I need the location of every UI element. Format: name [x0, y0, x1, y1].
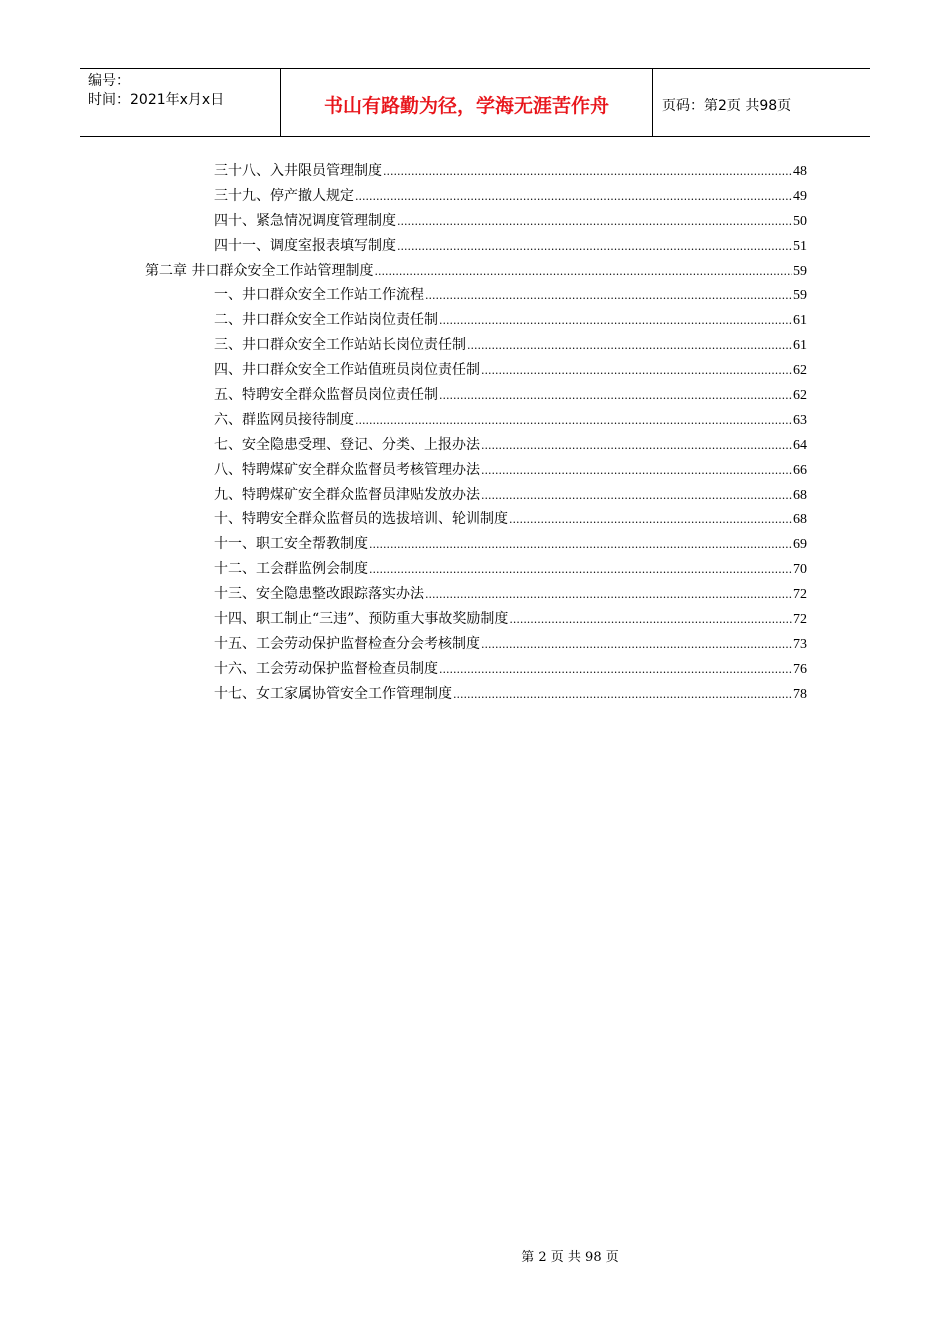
- toc-entry-page-number: 76: [793, 661, 807, 677]
- document-time-label: 时间：2021年x月x日: [88, 92, 225, 108]
- toc-entry-page-number: 49: [793, 188, 807, 204]
- toc-entry-page-number: 68: [793, 487, 807, 503]
- toc-entry-title: 十五、工会劳动保护监督检查分会考核制度: [214, 635, 480, 652]
- toc-entry-title: 六、群监网员接待制度: [214, 411, 354, 428]
- toc-entry[interactable]: [145, 607, 807, 632]
- toc-entry[interactable]: [145, 657, 807, 682]
- toc-entry-title: 七、安全隐患受理、登记、分类、上报办法: [214, 436, 480, 453]
- toc-entry-page-number: 70: [793, 562, 807, 578]
- toc-entry[interactable]: [145, 159, 807, 184]
- toc-dot-leader: [369, 533, 792, 558]
- toc-dot-leader: [481, 359, 792, 384]
- header-meta-cell: [80, 69, 281, 136]
- toc-dot-leader: [397, 210, 792, 235]
- toc-entry-page-number: 68: [793, 512, 807, 528]
- toc-entry-page-number: 72: [793, 612, 807, 628]
- toc-dot-leader: [481, 459, 792, 484]
- toc-entry[interactable]: [145, 383, 807, 408]
- toc-entry[interactable]: [145, 458, 807, 483]
- toc-dot-leader: [481, 434, 792, 459]
- toc-entry-page-number: 73: [793, 636, 807, 652]
- toc-entry-title: 四十、紧急情况调度管理制度: [214, 212, 396, 229]
- toc-entry[interactable]: [145, 358, 807, 383]
- toc-entry-page-number: 62: [793, 363, 807, 379]
- toc-entry-page-number: 64: [793, 437, 807, 453]
- toc-entry[interactable]: [145, 184, 807, 209]
- toc-dot-leader: [439, 309, 792, 334]
- toc-entry-title: 三、井口群众安全工作站站长岗位责任制: [214, 337, 466, 354]
- toc-dot-leader: [425, 284, 792, 309]
- toc-entry[interactable]: [145, 283, 807, 308]
- toc-entry-page-number: 50: [793, 213, 807, 229]
- toc-entry-page-number: 72: [793, 587, 807, 603]
- toc-entry-title: 八、特聘煤矿安全群众监督员考核管理办法: [214, 461, 480, 478]
- toc-dot-leader: [425, 583, 792, 608]
- toc-entry[interactable]: [145, 582, 807, 607]
- toc-entry-title: 四十一、调度室报表填写制度: [214, 237, 396, 254]
- toc-entry-title: 十、特聘安全群众监督员的选拔培训、轮训制度: [214, 511, 508, 528]
- toc-entry-page-number: 62: [793, 388, 807, 404]
- toc-entry[interactable]: [145, 532, 807, 557]
- toc-dot-leader: [439, 384, 792, 409]
- toc-entry[interactable]: [145, 433, 807, 458]
- toc-entry[interactable]: [145, 557, 807, 582]
- table-of-contents: [145, 159, 807, 707]
- toc-entry[interactable]: [145, 308, 807, 333]
- toc-entry-title: 四、井口群众安全工作站值班员岗位责任制: [214, 362, 480, 379]
- toc-entry[interactable]: [145, 234, 807, 259]
- toc-entry-page-number: 61: [793, 338, 807, 354]
- page-header: [80, 68, 870, 137]
- toc-entry-title: 五、特聘安全群众监督员岗位责任制: [214, 387, 438, 404]
- toc-entry-page-number: 66: [793, 462, 807, 478]
- toc-dot-leader: [453, 683, 792, 708]
- toc-entry-title: 二、井口群众安全工作站岗位责任制: [214, 312, 438, 329]
- toc-entry-title: 九、特聘煤矿安全群众监督员津贴发放办法: [214, 486, 480, 503]
- toc-entry-page-number: 69: [793, 537, 807, 553]
- toc-entry[interactable]: [145, 333, 807, 358]
- document-number-label: 编号：: [88, 73, 130, 89]
- header-motto: 书山有路勤为径，学海无涯苦作舟: [281, 69, 653, 136]
- toc-entry-title: 十四、职工制止“三违”、预防重大事故奖励制度: [214, 611, 509, 628]
- toc-dot-leader: [383, 160, 792, 185]
- toc-dot-leader: [467, 334, 792, 359]
- toc-entry-page-number: 61: [793, 313, 807, 329]
- page-footer: 第 2 页 共 98 页: [521, 1250, 619, 1265]
- toc-dot-leader: [397, 235, 792, 260]
- toc-entry-page-number: 78: [793, 686, 807, 702]
- toc-entry-title: 第二章 井口群众安全工作站管理制度: [145, 262, 374, 279]
- toc-dot-leader: [509, 608, 792, 633]
- toc-entry-title: 一、井口群众安全工作站工作流程: [214, 287, 424, 304]
- toc-entry-page-number: 63: [793, 412, 807, 428]
- toc-entry-title: 十二、工会群监例会制度: [214, 561, 368, 578]
- toc-entry-page-number: 48: [793, 164, 807, 179]
- toc-entry-title: 三十九、停产撤人规定: [214, 187, 354, 204]
- toc-dot-leader: [369, 558, 792, 583]
- toc-entry-page-number: 59: [793, 263, 807, 279]
- toc-entry[interactable]: [145, 682, 807, 707]
- toc-entry[interactable]: [145, 483, 807, 508]
- toc-dot-leader: [439, 658, 792, 683]
- toc-entry[interactable]: [145, 259, 807, 284]
- toc-dot-leader: [481, 633, 792, 658]
- toc-entry[interactable]: [145, 209, 807, 234]
- toc-entry-title: 十三、安全隐患整改跟踪落实办法: [214, 586, 424, 603]
- toc-entry[interactable]: [145, 507, 807, 532]
- toc-entry-page-number: 59: [793, 288, 807, 304]
- toc-dot-leader: [374, 260, 792, 285]
- toc-entry-title: 十一、职工安全帮教制度: [214, 536, 368, 553]
- toc-dot-leader: [355, 409, 792, 434]
- toc-entry[interactable]: [145, 632, 807, 657]
- header-page-info: 页码：第2页 共98页: [662, 97, 792, 114]
- toc-dot-leader: [355, 185, 792, 210]
- toc-entry-page-number: 51: [793, 238, 807, 254]
- toc-entry-title: 十六、工会劳动保护监督检查员制度: [214, 660, 438, 677]
- toc-dot-leader: [509, 508, 792, 533]
- toc-entry-title: 三十八、入井限员管理制度: [214, 163, 382, 179]
- toc-entry[interactable]: [145, 408, 807, 433]
- toc-entry-title: 十七、女工家属协管安全工作管理制度: [214, 685, 452, 702]
- toc-dot-leader: [481, 484, 792, 509]
